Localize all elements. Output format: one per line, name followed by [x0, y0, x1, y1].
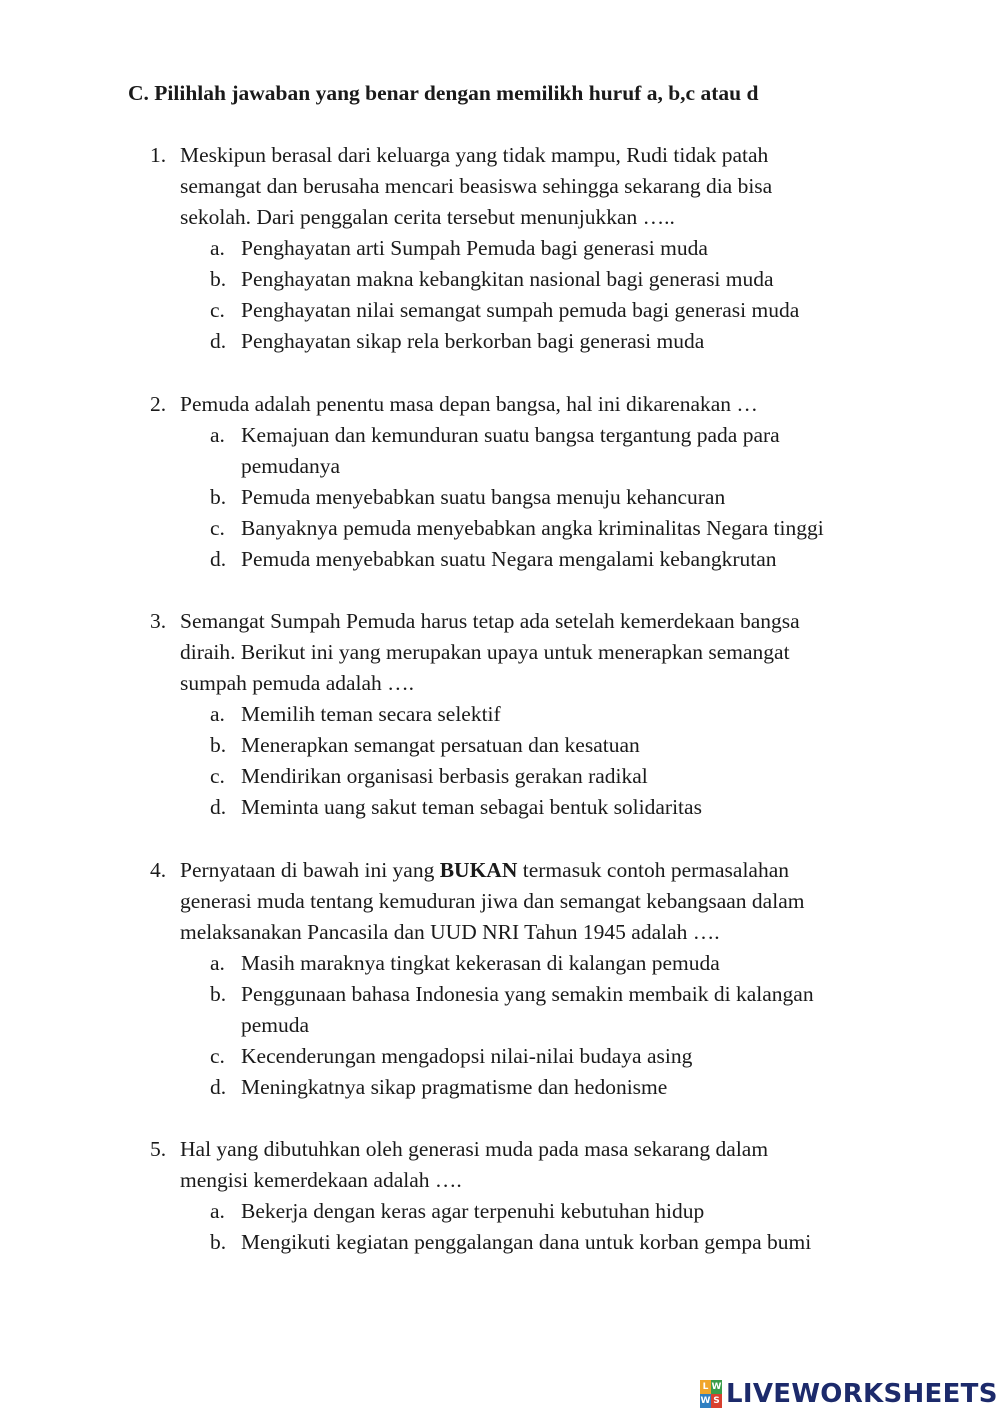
option-d[interactable]: [0, 792, 1000, 823]
section-title: C. Pilihlah jawaban yang benar dengan memilikh huruf a, b,c atau d: [128, 81, 759, 105]
option-a[interactable]: [0, 1196, 1000, 1227]
option-text: Meminta uang sakut teman sebagai bentuk solidaritas: [241, 795, 702, 819]
question-text-line: sekolah. Dari penggalan cerita tersebut menunjukkan …..: [180, 205, 675, 229]
option-text: Mengikuti kegiatan penggalangan dana untuk korban gempa bumi: [241, 1230, 812, 1254]
question-number: 4.: [150, 858, 167, 882]
option-letter: d.: [210, 329, 227, 353]
option-text: pemuda: [241, 1013, 310, 1037]
option-letter: a.: [210, 951, 225, 975]
option-b[interactable]: [0, 1227, 1000, 1258]
option-text: Kemajuan dan kemunduran suatu bangsa tergantung pada para: [241, 423, 780, 447]
option-text: Kecenderungan mengadopsi nilai-nilai budaya asing: [241, 1044, 693, 1068]
option-a[interactable]: [0, 233, 1000, 264]
question-text-line: mengisi kemerdekaan adalah ….: [180, 1168, 462, 1192]
option-text: Penghayatan arti Sumpah Pemuda bagi generasi muda: [241, 236, 708, 260]
question-text-line: melaksanakan Pancasila dan UUD NRI Tahun 1945 adalah ….: [180, 920, 720, 944]
option-letter: a.: [210, 1199, 225, 1223]
option-letter: b.: [210, 485, 227, 509]
option-letter: c.: [210, 516, 225, 540]
option-text: Pemuda menyebabkan suatu Negara mengalami kebangkrutan: [241, 547, 777, 571]
question-number: 1.: [150, 143, 167, 167]
question-2: [0, 389, 1000, 575]
question-4: [0, 855, 1000, 1103]
logo-tile: W: [711, 1382, 722, 1392]
question-text-line: sumpah pemuda adalah ….: [180, 671, 415, 695]
option-letter: c.: [210, 298, 225, 322]
question-text-line: Meskipun berasal dari keluarga yang tidak mampu, Rudi tidak patah: [180, 143, 769, 167]
logo-tile: L: [700, 1380, 711, 1394]
question-3: [0, 606, 1000, 823]
option-letter: a.: [210, 423, 225, 447]
question-text-line: Hal yang dibutuhkan oleh generasi muda pada masa sekarang dalam: [180, 1137, 769, 1161]
question-number: 2.: [150, 392, 167, 416]
question-text: [180, 606, 880, 699]
option-letter: b.: [210, 982, 227, 1006]
option-c[interactable]: [0, 761, 1000, 792]
option-b[interactable]: [0, 730, 1000, 761]
question-text-line: Pemuda adalah penentu masa depan bangsa, hal ini dikarenakan …: [180, 392, 758, 416]
question-text: [180, 140, 880, 233]
option-text: Meningkatnya sikap pragmatisme dan hedonisme: [241, 1075, 668, 1099]
question-text: [180, 389, 880, 420]
question-text-segment: Pernyataan di bawah ini yang: [180, 858, 440, 882]
option-letter: b.: [210, 1230, 227, 1254]
option-text: pemudanya: [241, 454, 341, 478]
option-d[interactable]: [0, 1072, 1000, 1103]
option-letter: b.: [210, 733, 227, 757]
option-text: Penggunaan bahasa Indonesia yang semakin membaik di kalangan: [241, 982, 814, 1006]
question-text-line: diraih. Berikut ini yang merupakan upaya untuk menerapkan semangat: [180, 640, 790, 664]
option-text: Pemuda menyebabkan suatu bangsa menuju kehancuran: [241, 485, 726, 509]
option-text: Banyaknya pemuda menyebabkan angka kriminalitas Negara tinggi: [241, 516, 824, 540]
logo-tile: W: [700, 1396, 711, 1406]
question-number: 5.: [150, 1137, 167, 1161]
option-letter: b.: [210, 267, 227, 291]
question-text: [180, 855, 880, 948]
option-letter: a.: [210, 236, 225, 260]
question-text-segment: termasuk contoh permasalahan: [517, 858, 790, 882]
option-letter: c.: [210, 1044, 225, 1068]
option-b[interactable]: [0, 264, 1000, 295]
option-letter: a.: [210, 702, 225, 726]
option-text: Penghayatan sikap rela berkorban bagi generasi muda: [241, 329, 705, 353]
option-c[interactable]: [0, 513, 1000, 544]
option-letter: c.: [210, 764, 225, 788]
option-letter: d.: [210, 1075, 227, 1099]
option-letter: d.: [210, 547, 227, 571]
question-text: [180, 1134, 880, 1196]
option-text: Penghayatan makna kebangkitan nasional bagi generasi muda: [241, 267, 774, 291]
option-c[interactable]: [0, 1041, 1000, 1072]
option-b[interactable]: [0, 979, 1000, 1041]
option-text: Mendirikan organisasi berbasis gerakan radikal: [241, 764, 648, 788]
option-text: Memilih teman secara selektif: [241, 702, 501, 726]
question-text-line: generasi muda tentang kemuduran jiwa dan semangat kebangsaan dalam: [180, 889, 805, 913]
option-letter: d.: [210, 795, 227, 819]
option-text: Menerapkan semangat persatuan dan kesatuan: [241, 733, 640, 757]
option-d[interactable]: [0, 326, 1000, 357]
option-b[interactable]: [0, 482, 1000, 513]
option-text: Penghayatan nilai semangat sumpah pemuda bagi generasi muda: [241, 298, 800, 322]
option-a[interactable]: [0, 948, 1000, 979]
question-text-line: semangat dan berusaha mencari beasiswa sehingga sekarang dia bisa: [180, 174, 773, 198]
option-text: Bekerja dengan keras agar terpenuhi kebutuhan hidup: [241, 1199, 705, 1223]
liveworksheets-watermark: [700, 1377, 998, 1411]
option-a[interactable]: [0, 420, 1000, 482]
question-number: 3.: [150, 609, 167, 633]
liveworksheets-logo-icon: [700, 1380, 722, 1408]
question-text-line: [180, 855, 880, 886]
question-5: [0, 1134, 1000, 1258]
option-d[interactable]: [0, 544, 1000, 575]
logo-tile: S: [711, 1394, 722, 1408]
question-1: [0, 140, 1000, 357]
emphasis-bukan: BUKAN: [439, 858, 518, 882]
option-text: Masih maraknya tingkat kekerasan di kalangan pemuda: [241, 951, 720, 975]
watermark-text: LIVEWORKSHEETS: [726, 1379, 998, 1409]
option-c[interactable]: [0, 295, 1000, 326]
option-a[interactable]: [0, 699, 1000, 730]
question-text-line: Semangat Sumpah Pemuda harus tetap ada setelah kemerdekaan bangsa: [180, 609, 800, 633]
